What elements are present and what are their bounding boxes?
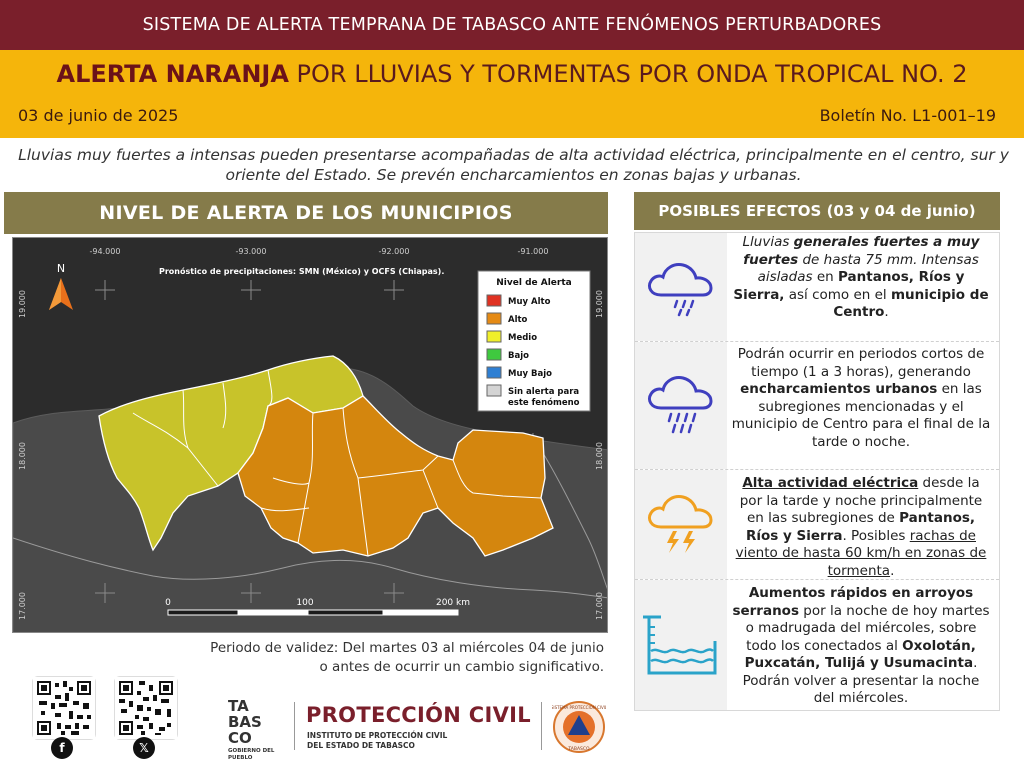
pc-sub-line: DEL ESTADO DE TABASCO	[307, 741, 415, 750]
proteccion-civil-seal	[552, 700, 606, 754]
bulletin-number: Boletín No. L1-001–19	[819, 106, 996, 125]
qr-code-icon	[33, 677, 95, 739]
effect-item	[635, 579, 999, 710]
alert-map	[12, 237, 608, 633]
legend-label: Bajo	[508, 351, 529, 361]
storm-cloud-icon	[641, 493, 721, 557]
legend-label: Muy Bajo	[508, 369, 552, 379]
seal-bottom-text: TABASCO	[568, 747, 590, 752]
x-qr-code[interactable]	[114, 676, 178, 740]
effect-text-run: por la noche de hoy martes o madrugada del miércoles, sobre todo los conectados al	[745, 602, 990, 654]
effect-text-run: de hasta 75 mm. Intensas aisladas	[757, 251, 979, 285]
legend-label: Alto	[508, 315, 528, 325]
x-icon[interactable]: 𝕏	[133, 737, 155, 759]
tabasco-logo-subtitle: GOBIERNO DEL PUEBLO	[228, 748, 275, 761]
lat-label-right: 17.000	[595, 592, 604, 620]
validity-period	[180, 639, 604, 677]
water-level-icon	[641, 611, 721, 679]
lon-label: -93.000	[235, 247, 267, 256]
lon-label: -91.000	[517, 247, 549, 256]
effects-section-title: POSIBLES EFECTOS (03 y 04 de junio)	[658, 202, 976, 220]
effect-text-run: Pantanos, Ríos y Sierra	[746, 510, 976, 544]
effect-text-run: Pantanos, Ríos y Sierra,	[733, 269, 965, 303]
legend-title: Nivel de Alerta	[496, 278, 572, 288]
effect-text-run: Aumentos rápidos en arroyos serranos	[732, 585, 974, 619]
legend-label: este fenómeno	[508, 398, 580, 408]
lon-label: -94.000	[89, 247, 121, 256]
effect-icon-cell	[635, 233, 727, 341]
legend-label: Muy Alto	[508, 297, 551, 307]
effect-text-run: encharcamientos urbanos	[740, 381, 938, 397]
bulletin-date: 03 de junio de 2025	[18, 106, 179, 125]
tabasco-logo-line: TA	[228, 697, 249, 715]
lat-label: 18.000	[18, 442, 27, 470]
facebook-icon[interactable]: f	[51, 737, 73, 759]
effect-text-run: .	[884, 304, 889, 320]
effect-text	[731, 585, 991, 708]
effect-icon-cell	[635, 580, 727, 710]
lat-label-right: 18.000	[595, 442, 604, 470]
effect-text-run: desde la por la tarde y noche principalmente en las subregiones de	[739, 475, 983, 526]
effect-text-run: . Posibles	[842, 527, 910, 544]
lat-label: 17.000	[18, 592, 27, 620]
legend-swatch	[487, 313, 501, 324]
validity-line-2: o antes de ocurrir un cambio significativo.	[319, 659, 604, 675]
effect-text-run: municipio de Centro	[833, 286, 989, 320]
effect-text-run: Oxolotán, Puxcatán, Tulijá y Usumacinta	[744, 637, 976, 671]
logo-divider	[541, 702, 542, 750]
effect-text-run: rachas de viento de hasta 60 km/h en zonas de tormenta	[735, 527, 987, 579]
effect-text-run: en las subregiones mencionadas y el municipio de Centro para el final de la tarde o noche.	[731, 381, 991, 450]
legend-swatch	[487, 295, 501, 306]
legend-label: Sin alerta para	[508, 387, 580, 397]
legend-swatch	[487, 367, 501, 378]
effect-item	[635, 233, 999, 341]
legend-swatch	[487, 349, 501, 360]
scale-label: 200 km	[435, 598, 471, 608]
effect-text-run: Podrán ocurrir en periodos cortos de tiempo (1 a 3 horas), generando	[737, 346, 985, 380]
tabasco-logo-line: BAS	[228, 713, 262, 731]
legend-swatch	[487, 385, 501, 396]
effect-text-run: .	[890, 562, 895, 579]
effect-icon-cell	[635, 342, 727, 469]
lon-label: -92.000	[378, 247, 410, 256]
map-svg	[13, 238, 608, 633]
effects-panel	[634, 232, 1000, 711]
effect-text	[731, 475, 991, 580]
lat-label-right: 19.000	[595, 290, 604, 318]
effect-text-run: generales fuertes a muy fuertes	[743, 234, 980, 268]
system-title-bar	[0, 0, 1024, 50]
map-source-note: Pronóstico de precipitaciones: SMN (México) y OCFS (Chiapas).	[159, 267, 445, 276]
scale-label: 0	[165, 598, 171, 608]
north-label: N	[56, 262, 66, 275]
tabasco-logo	[228, 698, 288, 762]
alert-summary: Lluvias muy fuertes a intensas pueden presentarse acompañadas de alta actividad eléctrica, principalmente en el centro, sur y oriente del Estado. Se prevén encharcamientos en zonas bajas y urbanas.	[18, 146, 1009, 184]
legend-swatch	[487, 331, 501, 342]
facebook-qr-code[interactable]	[32, 676, 96, 740]
effects-section-header	[634, 192, 1000, 230]
alert-title	[0, 60, 1024, 88]
seal-top-text: SISTEMA PROTECCIÓN CIVIL	[552, 705, 606, 710]
effect-text	[731, 234, 991, 322]
logo-divider	[294, 702, 295, 750]
alert-subject: POR LLUVIAS Y TORMENTAS POR ONDA TROPICAL NO. 2	[296, 60, 968, 88]
tabasco-logo-line: CO	[228, 729, 252, 747]
civil-protection-seal-icon	[552, 700, 606, 754]
rain-cloud-icon	[641, 255, 721, 319]
map-legend	[478, 271, 590, 411]
effect-icon-cell	[635, 470, 727, 579]
effect-text-run: Alta actividad eléctrica	[742, 475, 919, 491]
lat-label: 19.000	[18, 290, 27, 318]
qr-code-icon	[115, 677, 177, 739]
pc-sub-line: INSTITUTO DE PROTECCIÓN CIVIL	[307, 731, 448, 740]
effect-text-run: en	[812, 269, 838, 285]
map-section-title: NIVEL DE ALERTA DE LOS MUNICIPIOS	[99, 202, 513, 224]
scale-label: 100	[296, 598, 314, 608]
effect-item	[635, 469, 999, 579]
proteccion-civil-subtitle	[307, 731, 447, 751]
effect-item	[635, 341, 999, 469]
effect-text	[731, 346, 991, 451]
map-section-header	[4, 192, 608, 234]
system-title: SISTEMA DE ALERTA TEMPRANA DE TABASCO ANTE FENÓMENOS PERTURBADORES	[142, 15, 882, 35]
heavy-rain-icon	[641, 374, 721, 438]
effect-text-run: . Podrán volver a presentar la noche del miércoles.	[742, 655, 980, 706]
alert-level: ALERTA NARANJA	[56, 60, 289, 88]
validity-line-1: Periodo de validez: Del martes 03 al miércoles 04 de junio	[210, 640, 604, 656]
effect-text-run: así como en el	[784, 286, 891, 303]
effect-text-run: Lluvias	[742, 234, 794, 250]
alert-banner	[0, 50, 1024, 138]
legend-label: Medio	[508, 333, 538, 343]
proteccion-civil-title: PROTECCIÓN CIVIL	[306, 703, 531, 727]
